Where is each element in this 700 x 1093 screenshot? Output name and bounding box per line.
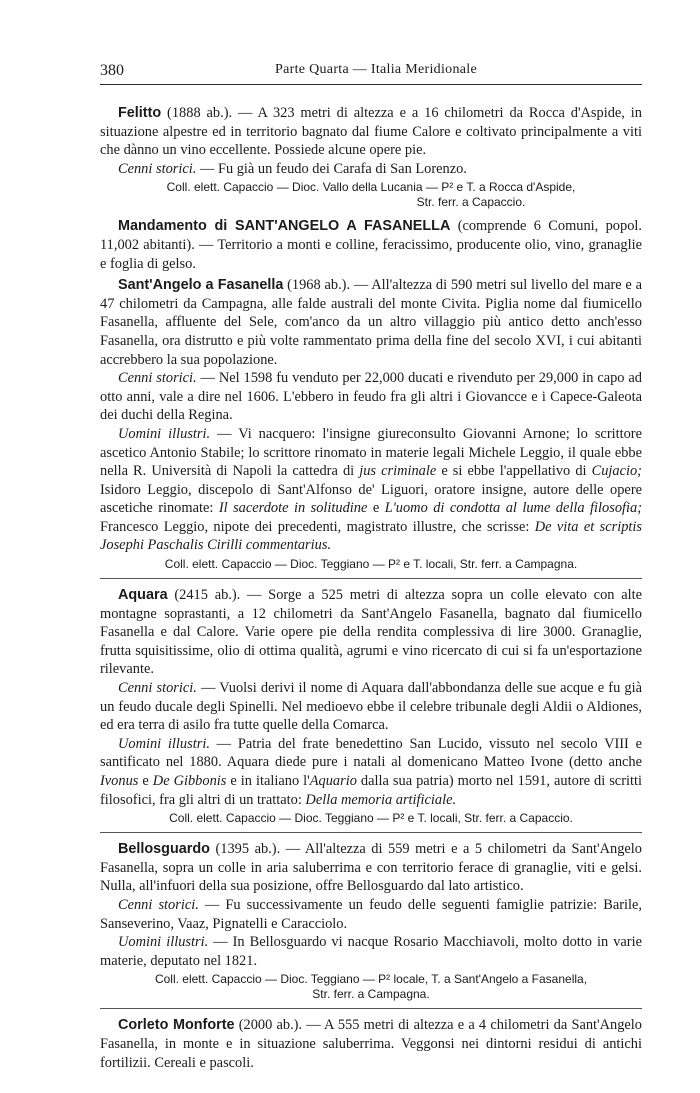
entry-title: Felitto [118,105,162,121]
entry-bellosguardo [100,837,642,1002]
section-text: Francesco Leggio, nipote dei precedenti, magistrato illustre, che scrisse: [100,518,535,535]
entry-aquara [100,583,642,826]
note-line: Coll. elett. Capaccio — Dioc. Teggiano — P² locale, T. a Sant'Angelo a Fasanella, [154,972,588,987]
entry-corleto [100,1013,642,1072]
section-divider [100,832,642,833]
entry-title: Mandamento di SANT'ANGELO A FASANELLA [118,218,451,235]
section-text: — Fu già un feudo dei Carafa di San Lorenzo. [196,160,467,177]
italic-text: Il sacerdote in solitudine [218,500,368,517]
section-divider [100,1008,642,1009]
entry-title: Corleto Monforte [118,1017,235,1034]
section-text: e in italiano l' [226,773,310,789]
section-text: e si ebbe l'appellativo di [436,463,592,480]
entry-title: Sant'Angelo a Fasanella [118,277,284,294]
section-text: dalla sua patria) morto nel 1591, autore di scritti filosofici, fra gli altri di un trattato: [100,773,642,808]
note-line: Coll. elett. Capaccio — Dioc. Vallo della Lucania — P² e T. a Rocca d'Aspide, [166,180,576,195]
section-label: Cenni storici. [118,160,197,177]
italic-text: Della memoria artificiale. [305,791,457,808]
entry-paragraph [100,1016,642,1072]
section-text: — Fu successivamente un feudo delle seguenti famiglie patrizie: Barile, Sanseverino, Vaaz, Pignatelli e Caracciolo. [100,896,642,932]
history-paragraph [100,369,642,425]
page-content [100,101,642,1072]
note-line: Str. ferr. a Capaccio. [416,195,526,210]
administrative-note [100,972,642,1002]
entry-felitto [100,101,642,210]
entry-title: Bellosguardo [118,841,210,858]
italic-text: L'uomo di condotta al lume della filosofia; [384,500,643,517]
entry-text: (2000 ab.). — A 555 metri di altezza e a 4 chilometri da Sant'Angelo Fasanella, in monte e in situazione saluberrima. Veggonsi nei dintorni residui di antichi fortilizii. Cereali e pascoli. [100,1017,642,1071]
italic-text: De vita et scriptis Josephi Paschalis Cirilli commentarius. [100,518,643,554]
note-line: Coll. elett. Capaccio — Dioc. Teggiano — P² e T. locali, Str. ferr. a Campagna. [164,557,578,572]
italic-text: De Gibbonis [152,773,227,789]
entry-text: (1888 ab.). — A 323 metri di altezza e a 16 chilometri da Rocca d'Aspide, in situazione alpestre ed in territorio bagnato dal fiume Calore e coltivato principalmente a viti che dànno un vino eccellente. Possiede alcune opere pie. [100,105,642,159]
italic-text: jus criminale [359,463,437,480]
entry-paragraph [100,586,642,679]
history-paragraph [100,679,642,735]
administrative-note [100,811,642,826]
notable-people-paragraph [100,735,642,809]
entry-paragraph [100,840,642,896]
notable-people-paragraph [100,933,642,970]
running-head: Parte Quarta — Italia Meridionale [275,62,477,77]
administrative-note [100,557,642,572]
section-text: — Nel 1598 fu venduto per 22,000 ducati e rivenduto per 29,000 in capo ad otto anni, vale a dire nel 1606. L'ebbero in feudo fra gli altri i Giovancce e i Capece-Galeota dei duchi della Regina. [100,370,642,424]
section-label: Uomini illustri. [118,934,209,951]
note-line: Str. ferr. a Campagna. [312,987,430,1002]
entry-mandamento [100,214,642,273]
entry-santangelo [100,273,642,572]
entry-text: (comprende 6 Comuni, popol. 11,002 abitanti). — Territorio a monti e colline, feracissimo, producente olio, vino, granaglie e foglia di gelso. [100,218,642,272]
entry-paragraph [100,276,642,369]
section-label: Cenni storici. [118,680,197,697]
section-text: — Vi nacquero: l'insigne giureconsulto Giovanni Arnone; lo scrittore ascetico Antonio Stabile; lo scrittore rinomato in materie legali Michele Leggio, il quale ebbe nella R. Università di Napoli la cattedra di [100,425,642,480]
page-header [100,56,642,78]
italic-text: Aquario [309,773,357,789]
section-label: Uomini illustri. [118,425,211,442]
page-number: 380 [100,62,124,79]
section-text: — Vuolsi derivi il nome di Aquara dall'abbondanza delle sue acque e fu già un feudo ducale degli Spinelli. Nel medioevo ebbe il celebre tribunale degli Aldii o Aldiones, ed era terra di asilo fra tutte quelle della Comarca. [100,680,642,734]
section-label: Uomini illustri. [118,735,210,752]
section-text: e [138,773,153,789]
entry-paragraph [100,217,642,273]
administrative-note [100,180,642,210]
entry-title: Aquara [118,587,168,604]
entry-text: (1968 ab.). — All'altezza di 590 metri sul livello del mare e a 47 chilometri da Campagna, alle falde australi del monte Civita. Piglia nome dal fiumicello Fasanella, affluente del Sele, com'anco da un altro villaggio più antico detto anch'esso Fasanella, ora distrutto e più volte rammentato prima della fine del secolo XVI, i cui abitanti accrebbero la sua popolazione. [100,277,642,368]
note-line: Coll. elett. Capaccio — Dioc. Teggiano — P² e T. locali, Str. ferr. a Capaccio. [169,811,573,826]
section-text: Isidoro Leggio, discepolo di Sant'Alfonso de' Liguori, oratore insigne, autore delle opere ascetiche rinomate: [100,481,642,517]
history-paragraph [100,160,642,179]
section-label: Cenni storici. [118,370,197,387]
italic-text: Cujacio; [591,463,642,480]
section-divider [100,578,642,579]
notable-people-paragraph [100,425,642,555]
entry-text: (1395 ab.). — All'altezza di 559 metri e a 5 chilometri da Sant'Angelo Fasanella, sopra un colle in aria saluberrima e con territorio ferace di granaglie, viti e gelsi. Nulla, all'infuori della sua posizione, offre Bellosguardo dal lato artistico. [100,841,642,895]
header-rule [100,84,642,85]
entry-paragraph [100,104,642,160]
history-paragraph [100,896,642,933]
section-label: Cenni storici. [118,896,199,913]
section-text: e [367,500,385,517]
section-text: — In Bellosguardo vi nacque Rosario Macchiavoli, molto dotto in varie materie, deputato nel 1821. [100,934,642,969]
italic-text: Ivonus [100,773,139,789]
entry-text: (2415 ab.). — Sorge a 525 metri di altezza sopra un colle elevato con alte montagne soprastanti, a 12 chilometri da Sant'Angelo Fasanella, bagnato dal fiumicello Fasanella e dal Calore. Varie opere pie della rendita complessiva di lire 3000. Granaglie, frutta squisitissime, olio di ottima qualità, agrumi e vino ricercato di cui si fa un'esportazione rilevante. [100,587,642,678]
section-text: — Patria del frate benedettino San Lucido, vissuto nel secolo VIII e santificato nel 1880. Aquara diede pure i natali al domenicano Matteo Ivone (detto anche [100,735,642,771]
